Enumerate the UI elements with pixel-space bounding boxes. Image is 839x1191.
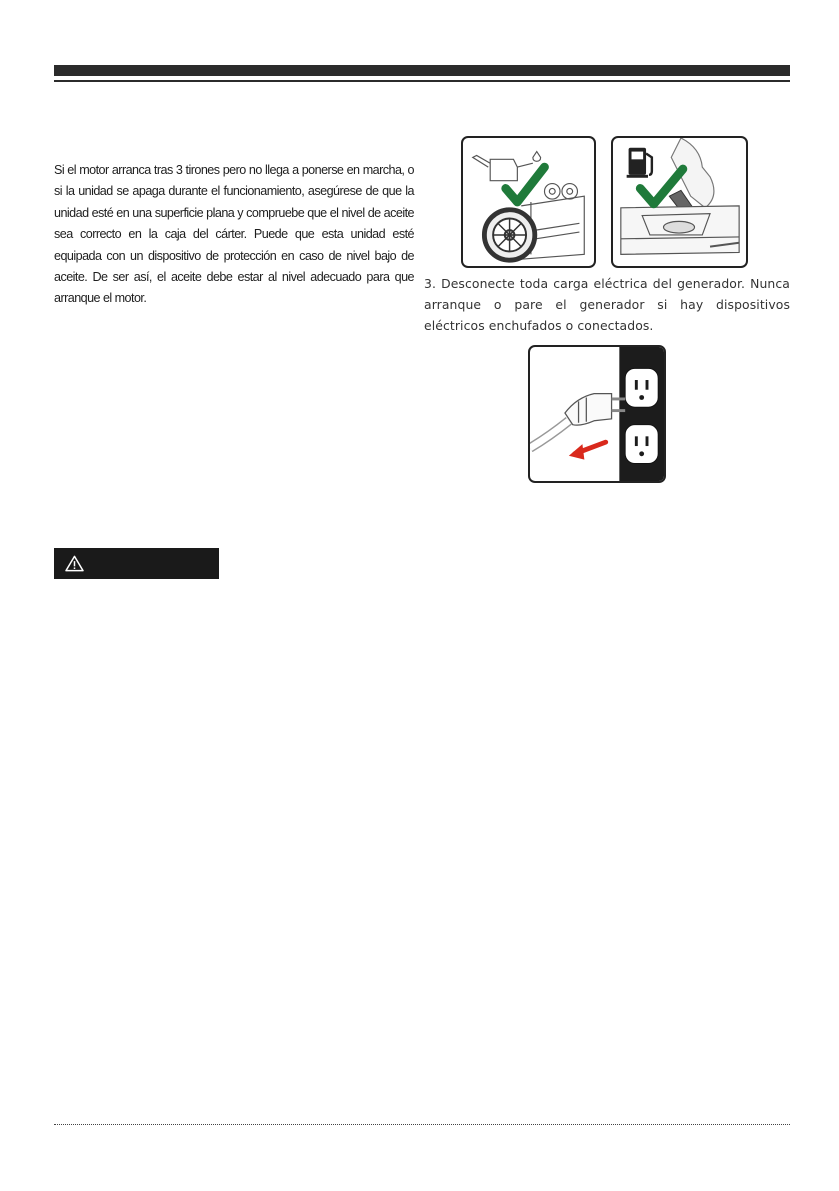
oil-check-illustration xyxy=(461,136,596,268)
pull-arrow-icon xyxy=(569,442,606,459)
fuel-check-illustration xyxy=(611,136,748,268)
unplug-drawing xyxy=(530,347,664,481)
unplug-illustration xyxy=(528,345,666,483)
oil-check-drawing xyxy=(463,138,594,266)
checkmark-icon xyxy=(506,167,545,202)
warning-badge xyxy=(54,548,219,579)
header-bar xyxy=(54,65,790,76)
fuel-check-drawing xyxy=(613,138,746,266)
header-rule xyxy=(54,80,790,82)
step-3-instruction: 3. Desconecte toda carga eléctrica del generador. Nunca arranque o pare el generador si hay dispositivos eléctricos enchufados o conectados. xyxy=(424,276,790,333)
warning-triangle-icon xyxy=(65,555,84,572)
fuel-pump-icon xyxy=(627,148,652,178)
footer-dotted-rule xyxy=(54,1124,790,1125)
troubleshooting-paragraph: Si el motor arranca tras 3 tirones pero no llega a ponerse en marcha, o si la unidad se apaga durante el funcionamiento, asegúrese de que la unidad esté en una superficie plana y compruebe que el nivel de aceite sea correcto en la caja del cárter. Puede que esta unidad esté equipada con un dispositivo de protección en caso de nivel bajo de aceite. De ser así, el aceite debe estar al nivel adecuado para que arranque el motor. xyxy=(54,163,414,306)
